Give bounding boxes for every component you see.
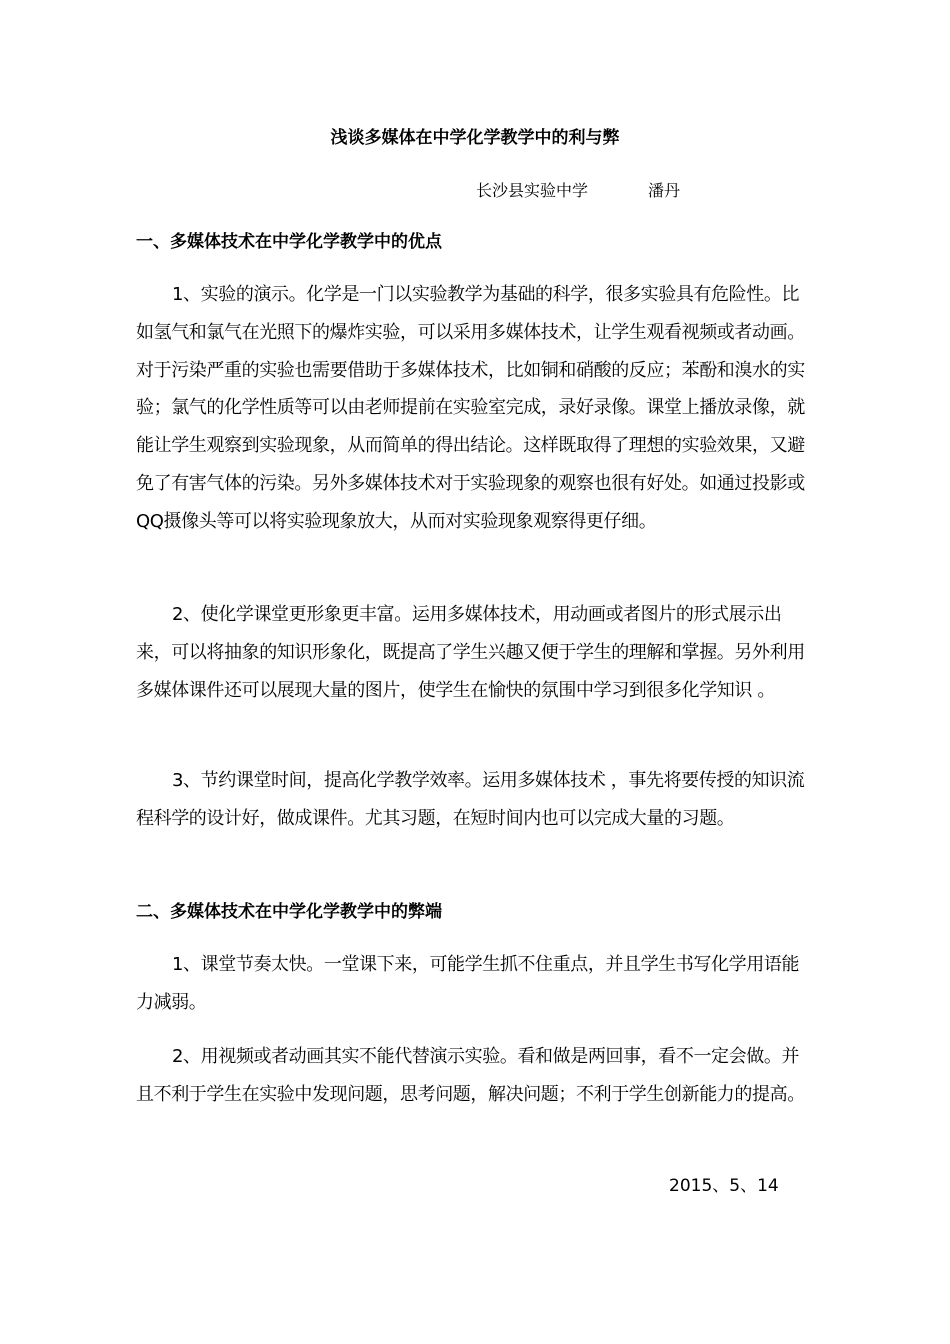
paragraph-advantage-1: 1、实验的演示。化学是一门以实验教学为基础的科学，很多实验具有危险性。比如氢气和氯气在光照下的爆炸实验，可以采用多媒体技术，让学生观看视频或者动画。对于污染严重的实验也需要借助于多媒体技术，比如铜和硝酸的反应；苯酚和溴水的实验；氯气的化学性质等可以由老师提前在实验室完成，录好录像。课堂上播放录像，就能让学生观察到实验现象，从而简单的得出结论。这样既取得了理想的实验效果，又避免了有害气体的污染。另外多媒体技术对于实验现象的观察也很有好处。如通过投影或QQ摄像头等可以将实验现象放大，从而对实验现象观察得更仔细。 xyxy=(136,284,805,532)
paragraph-disadvantage-1: 1、课堂节奏太快。一堂课下来，可能学生抓不住重点，并且学生书写化学用语能力减弱。 xyxy=(136,954,800,1013)
document-date: 2015、5、14 xyxy=(669,1176,779,1196)
section-heading-disadvantages: 二、多媒体技术在中学化学教学中的弊端 xyxy=(136,902,442,922)
paragraph-disadvantage-2: 2、用视频或者动画其实不能代替演示实验。看和做是两回事，看不一定会做。并且不利于学生在实验中发现问题，思考问题，解决问题；不利于学生创新能力的提高。 xyxy=(136,1046,805,1105)
author-name: 潘丹 xyxy=(648,181,681,200)
paragraph-advantage-3: 3、节约课堂时间，提高化学教学效率。运用多媒体技术 ，事先将要传授的知识流程科学的设计好，做成课件。尤其习题，在短时间内也可以完成大量的习题。 xyxy=(136,770,805,829)
paragraph-advantage-2: 2、使化学课堂更形象更丰富。运用多媒体技术，用动画或者图片的形式展示出来，可以将抽象的知识形象化，既提高了学生兴趣又便于学生的理解和掌握。另外利用多媒体课件还可以展现大量的图片，使学生在愉快的氛围中学习到很多化学知识 。 xyxy=(136,604,805,701)
document-title: 浅谈多媒体在中学化学教学中的利与弊 xyxy=(330,128,620,148)
author-school: 长沙县实验中学 xyxy=(476,181,589,200)
section-heading-advantages: 一、多媒体技术在中学化学教学中的优点 xyxy=(136,232,442,252)
